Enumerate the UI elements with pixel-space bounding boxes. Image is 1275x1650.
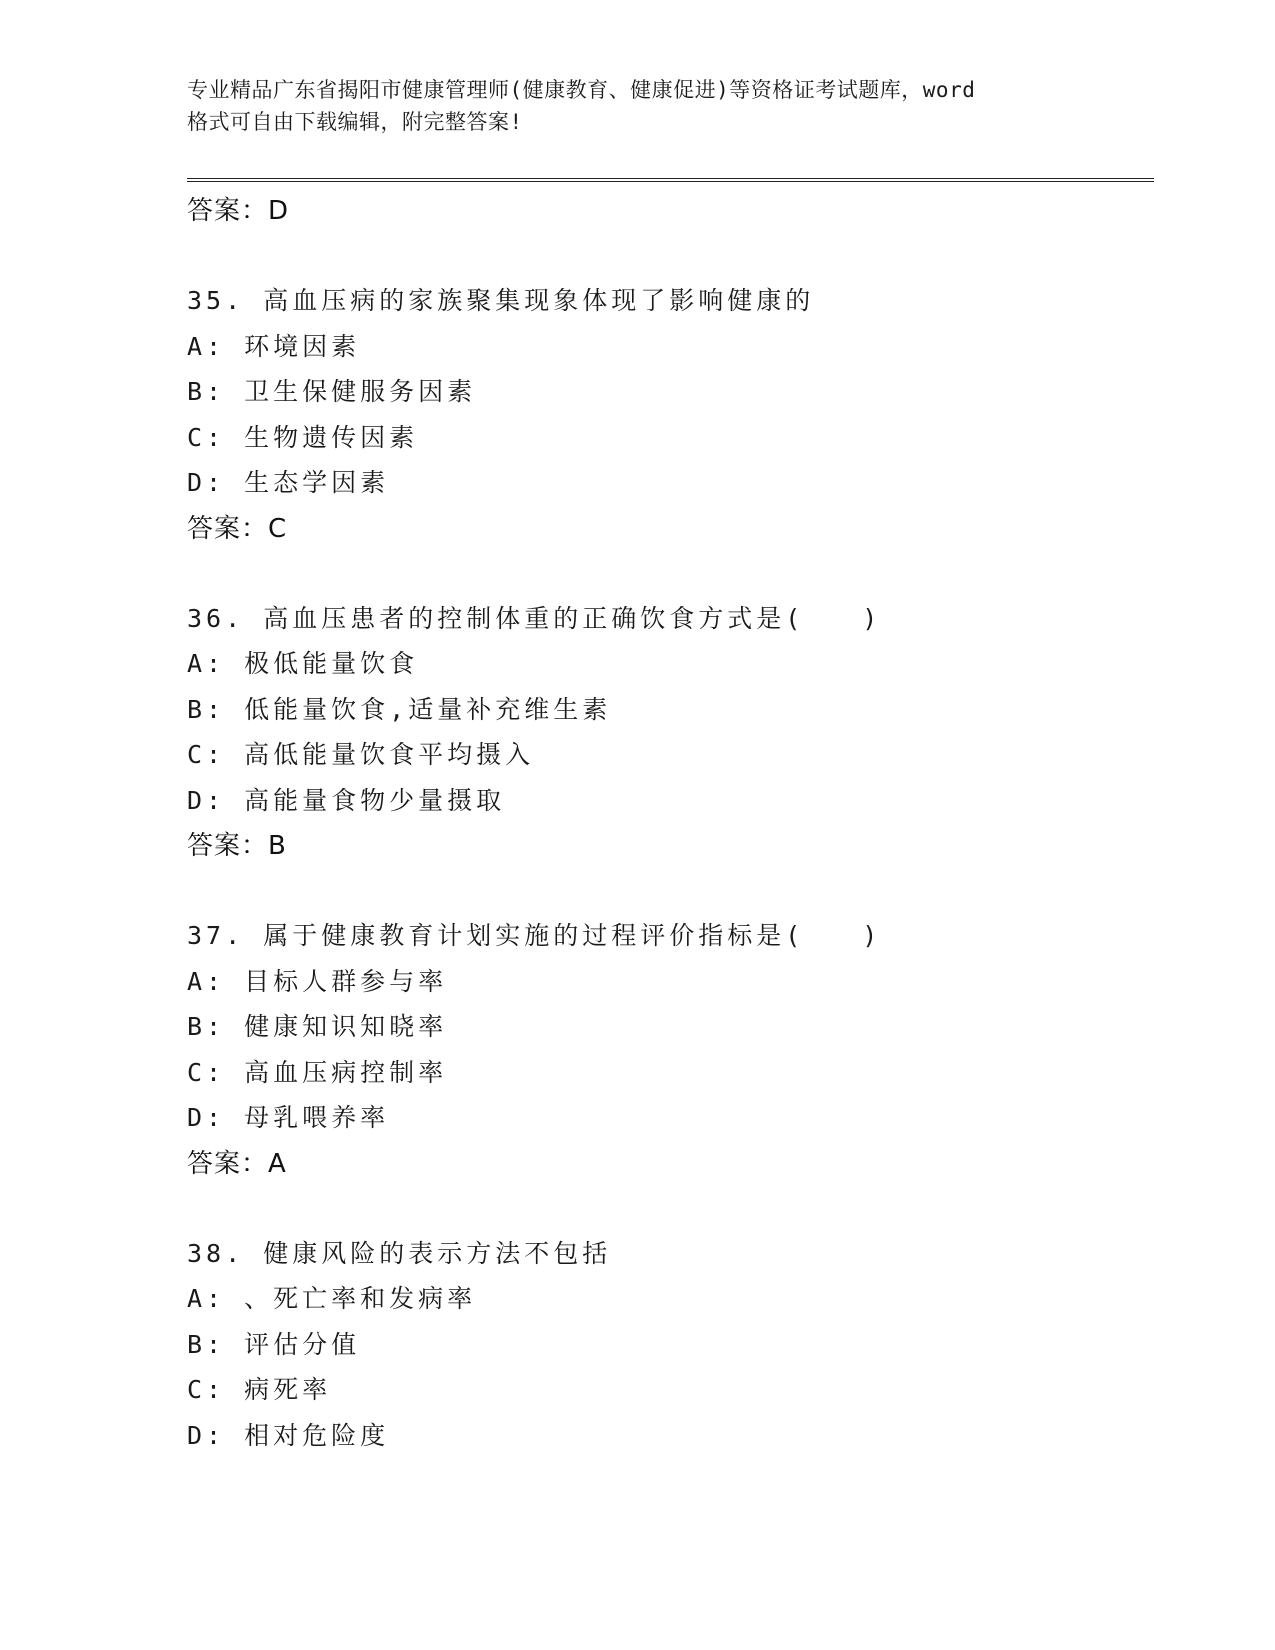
question-stem: 37. 属于健康教育计划实施的过程评价指标是( ) [187, 921, 882, 950]
question-list [187, 188, 1154, 1458]
spacer [187, 1187, 1154, 1231]
option-d: D: 母乳喂养率 [187, 1103, 390, 1132]
option-a: A: 目标人群参与率 [187, 966, 448, 996]
header-line-2: 格式可自由下载编辑，附完整答案! [187, 110, 523, 134]
header-line-1: 专业精品广东省揭阳市健康管理师(健康教育、健康促进)等资格证考试题库，word [187, 78, 976, 102]
question-38 [187, 1231, 1154, 1459]
question-stem: 38. 健康风险的表示方法不包括 [187, 1238, 612, 1268]
option-a: A: 极低能量饮食 [187, 649, 419, 678]
option-c: C: 高低能量饮食平均摄入 [187, 740, 535, 769]
option-a: A: 环境因素 [187, 331, 361, 361]
question-37 [187, 913, 1154, 1187]
option-a: A: 、死亡率和发病率 [187, 1284, 477, 1313]
option-c: C: 生物遗传因素 [187, 422, 419, 452]
option-d: D: 高能量食物少量摄取 [187, 785, 506, 815]
answer: 答案：B [187, 831, 287, 861]
option-b: B: 低能量饮食,适量补充维生素 [187, 694, 612, 724]
question-stem: 35. 高血压病的家族聚集现象体现了影响健康的 [187, 286, 815, 315]
answer: 答案：A [187, 1148, 287, 1179]
option-c: C: 高血压病控制率 [187, 1057, 448, 1087]
spacer [187, 234, 1154, 278]
question-35 [187, 278, 1154, 552]
answer: 答案：C [187, 513, 288, 544]
previous-answer: 答案：D [187, 196, 290, 226]
spacer [187, 869, 1154, 913]
option-d: D: 生态学因素 [187, 468, 390, 497]
option-b: B: 健康知识知晓率 [187, 1012, 448, 1041]
option-c: C: 病死率 [187, 1375, 332, 1404]
question-stem: 36. 高血压患者的控制体重的正确饮食方式是( ) [187, 603, 882, 633]
question-36 [187, 596, 1154, 870]
header-divider [187, 178, 1154, 182]
document-header [187, 74, 1087, 138]
option-b: B: 卫生保健服务因素 [187, 377, 477, 406]
option-b: B: 评估分值 [187, 1329, 361, 1359]
spacer [187, 552, 1154, 596]
option-d: D: 相对危险度 [187, 1420, 390, 1450]
